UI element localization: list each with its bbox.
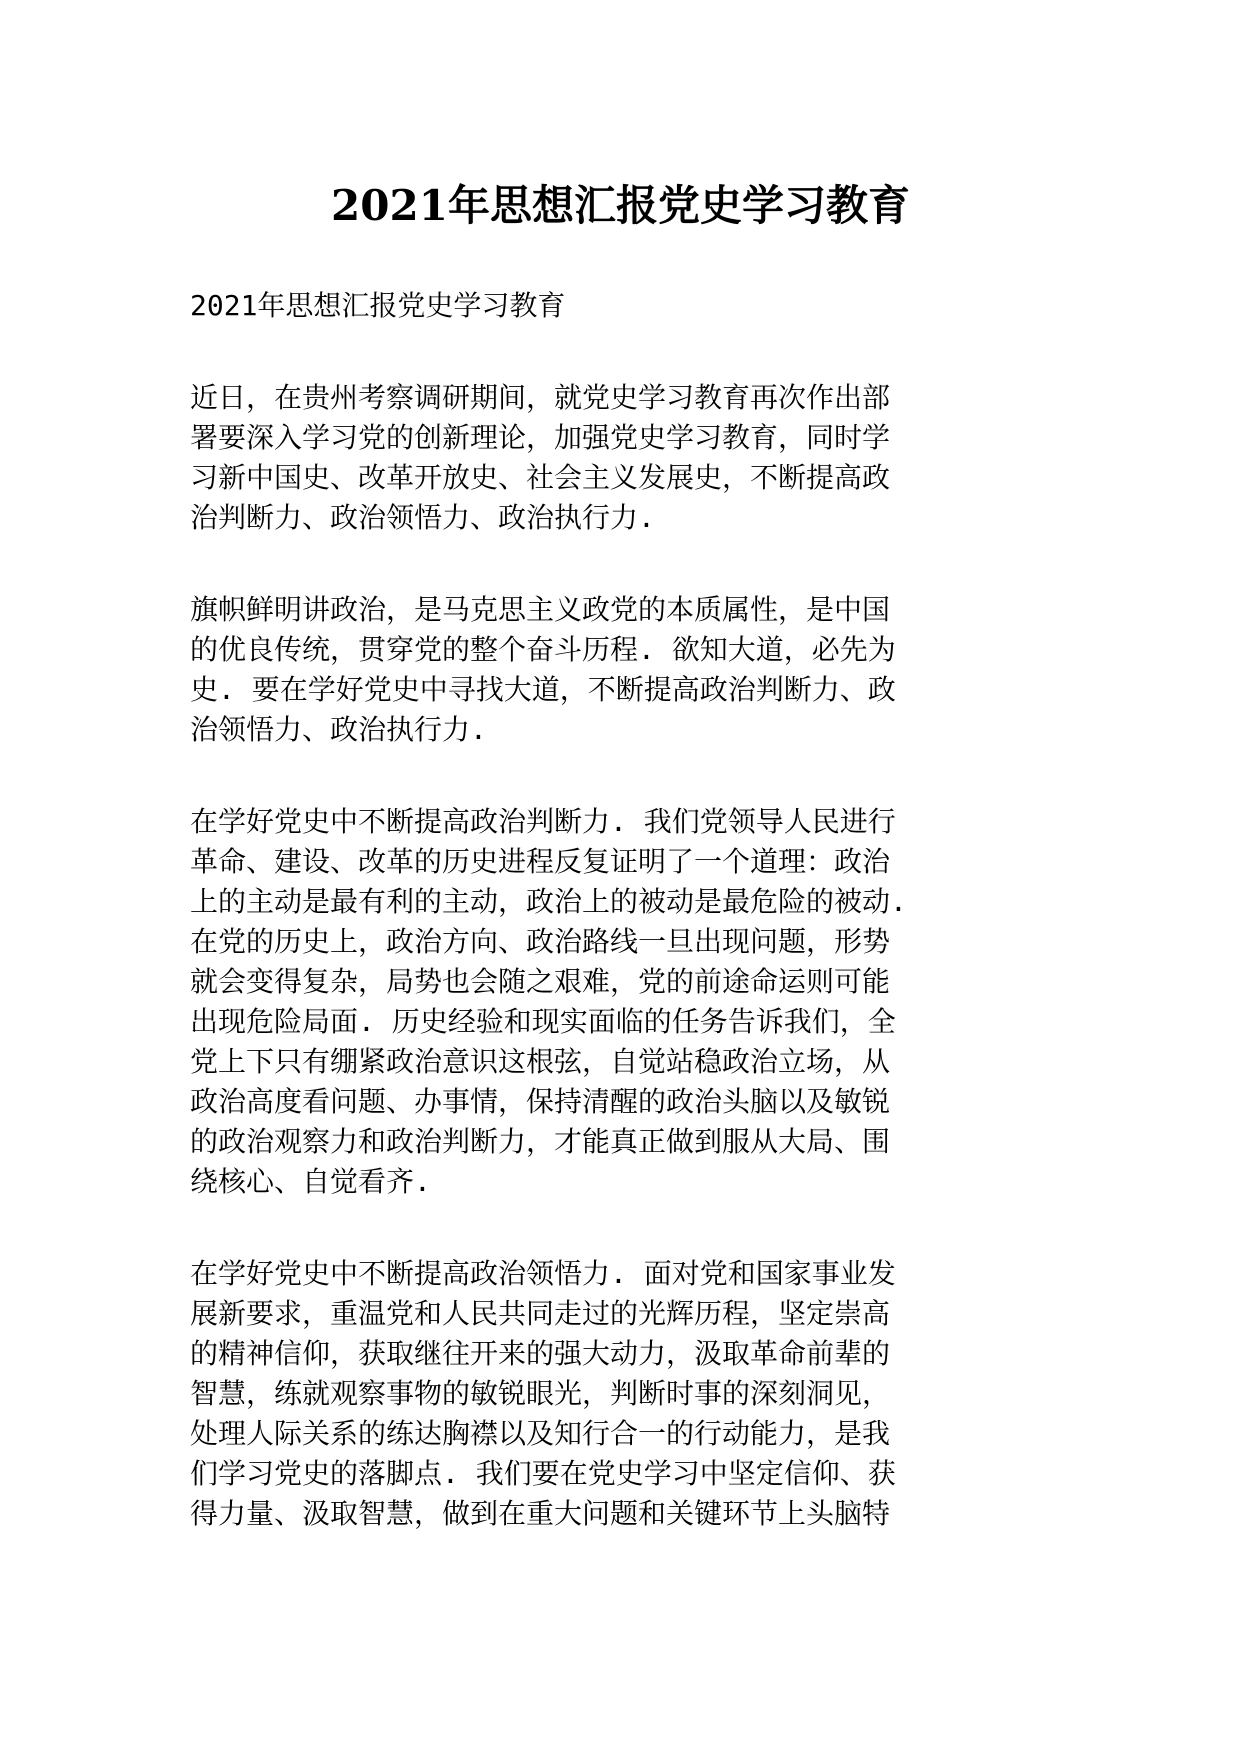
paragraph-1 [190, 378, 1040, 538]
paragraph-line: 的政治观察力和政治判断力，才能真正做到服从大局、围 [190, 1125, 891, 1158]
paragraph-line: 革命、建设、改革的历史进程反复证明了一个道理：政治 [190, 845, 891, 878]
paragraph-line: 们学习党史的落脚点. 我们要在党史学习中坚定信仰、获 [190, 1457, 896, 1490]
document-title: 2021年思想汇报党史学习教育 [331, 181, 910, 230]
paragraph-line: 展新要求，重温党和人民共同走过的光辉历程，坚定崇高 [190, 1297, 891, 1330]
paragraph-line: 就会变得复杂，局势也会随之艰难，党的前途命运则可能 [190, 965, 891, 998]
paragraph-line: 上的主动是最有利的主动，政治上的被动是最危险的被动. [190, 885, 907, 918]
document-subtitle: 2021年思想汇报党史学习教育 [190, 289, 566, 322]
paragraph-line: 智慧，练就观察事物的敏锐眼光，判断时事的深刻洞见， [190, 1377, 891, 1410]
paragraph-line: 得力量、汲取智慧，做到在重大问题和关键环节上头脑特 [190, 1497, 891, 1530]
paragraph-line: 旗帜鲜明讲政治，是马克思主义政党的本质属性，是中国 [190, 593, 891, 626]
paragraph-line: 党上下只有绷紧政治意识这根弦，自觉站稳政治立场，从 [190, 1045, 891, 1078]
paragraph-line: 在党的历史上，政治方向、政治路线一旦出现问题，形势 [190, 925, 891, 958]
paragraph-4 [190, 1254, 1040, 1534]
paragraph-line: 治领悟力、政治执行力. [190, 713, 487, 746]
paragraph-line: 署要深入学习党的创新理论，加强党史学习教育，同时学 [190, 421, 891, 454]
document-body [190, 286, 1040, 1586]
paragraph-3 [190, 802, 1040, 1202]
paragraph-line: 的精神信仰，获取继往开来的强大动力，汲取革命前辈的 [190, 1337, 891, 1370]
paragraph-2 [190, 590, 1040, 750]
paragraph-line: 处理人际关系的练达胸襟以及知行合一的行动能力，是我 [190, 1417, 891, 1450]
paragraph-line: 出现危险局面. 历史经验和现实面临的任务告诉我们，全 [190, 1005, 896, 1038]
paragraph-line: 在学好党史中不断提高政治判断力. 我们党领导人民进行 [190, 805, 896, 838]
paragraph-line: 史. 要在学好党史中寻找大道，不断提高政治判断力、政 [190, 673, 896, 706]
paragraph-line: 政治高度看问题、办事情，保持清醒的政治头脑以及敏锐 [190, 1085, 891, 1118]
paragraph-line: 在学好党史中不断提高政治领悟力. 面对党和国家事业发 [190, 1257, 896, 1290]
paragraph-line: 绕核心、自觉看齐. [190, 1165, 431, 1198]
paragraph-line: 习新中国史、改革开放史、社会主义发展史，不断提高政 [190, 461, 891, 494]
paragraph-line: 治判断力、政治领悟力、政治执行力. [190, 501, 655, 534]
paragraph-line: 近日，在贵州考察调研期间，就党史学习教育再次作出部 [190, 381, 891, 414]
paragraph-line: 的优良传统，贯穿党的整个奋斗历程. 欲知大道，必先为 [190, 633, 896, 666]
